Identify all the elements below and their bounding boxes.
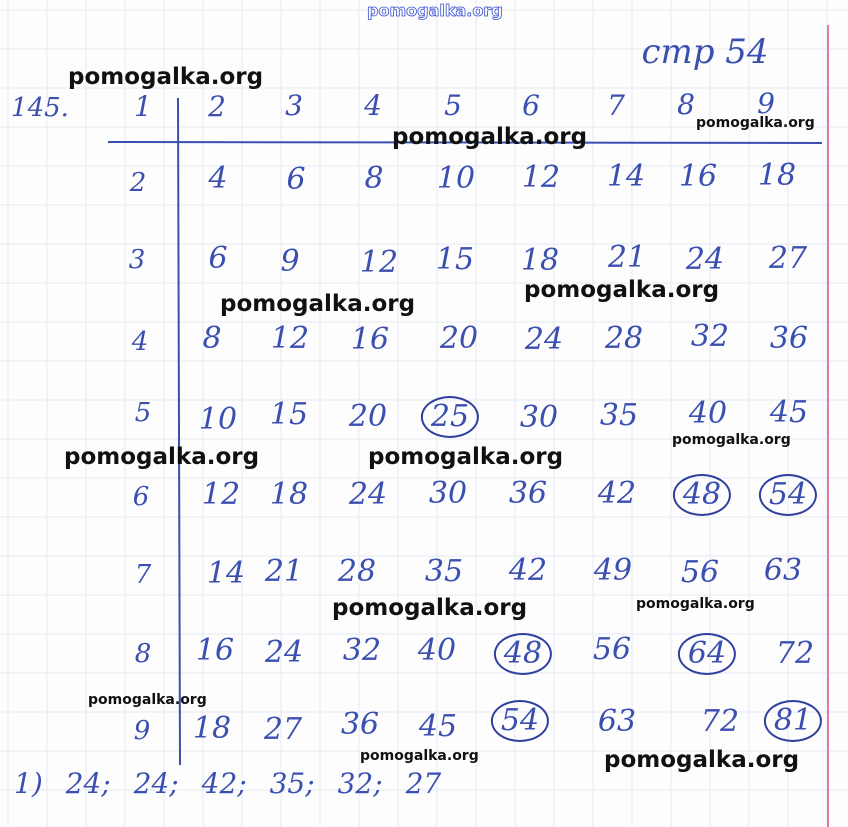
table-cell: 12	[521, 160, 561, 195]
header-cell: 2	[208, 90, 226, 123]
header-cell: 8	[677, 88, 695, 121]
row-head: 5	[134, 398, 152, 428]
watermark: pomogalka.org	[68, 64, 264, 90]
answer-separator: ;	[101, 767, 111, 800]
watermark: pomogalka.org	[636, 596, 755, 612]
answer-value: 27	[405, 767, 442, 800]
table-cell: 21	[264, 554, 304, 589]
answer-separator: ;	[305, 767, 315, 800]
watermark-top: pomogalka.org	[367, 1, 503, 20]
circled-cell: 54	[491, 700, 549, 742]
table-cell: 42	[508, 553, 548, 588]
table-cell: 15	[435, 242, 475, 277]
circled-cell: 64	[678, 633, 736, 675]
row-head: 2	[129, 168, 147, 198]
table-cell: 8	[202, 321, 222, 356]
table-cell: 9	[280, 244, 300, 279]
circled-cell: 48	[494, 633, 552, 675]
table-cell: 49	[593, 553, 633, 588]
table-cell: 18	[520, 243, 560, 278]
table-cell: 18	[269, 477, 309, 512]
table-cell: 12	[201, 477, 241, 512]
table-cell: 10	[198, 402, 238, 437]
table-cell: 42	[597, 476, 637, 511]
watermark: pomogalka.org	[696, 115, 815, 131]
table-cell: 24	[264, 635, 304, 670]
circled-cell: 54	[759, 474, 817, 516]
table-cell: 56	[680, 555, 720, 590]
table-cell: 27	[768, 241, 808, 276]
circled-cell: 48	[673, 474, 731, 516]
table-cell: 18	[757, 158, 797, 193]
table-cell: 15	[269, 397, 309, 432]
task-number: 145.	[11, 93, 69, 123]
watermark: pomogalka.org	[524, 277, 720, 303]
page-label: стр 54	[641, 32, 769, 72]
table-cell: 45	[769, 395, 809, 430]
row-head: 8	[134, 639, 152, 669]
table-cell: 14	[206, 556, 246, 591]
watermark: pomogalka.org	[220, 291, 416, 317]
table-cell: 20	[439, 321, 479, 356]
table-cell: 6	[208, 241, 228, 276]
table-cell: 45	[418, 709, 458, 744]
table-cell: 36	[769, 321, 809, 356]
table-cell: 12	[359, 245, 399, 280]
table-cell: 24	[348, 477, 388, 512]
table-cell: 72	[700, 704, 740, 739]
header-cell: 7	[607, 89, 625, 122]
table-cell: 16	[195, 633, 235, 668]
watermark: pomogalka.org	[672, 432, 791, 448]
circled-cell: 81	[764, 700, 822, 742]
table-cell: 12	[270, 321, 310, 356]
header-cell: 5	[444, 89, 462, 122]
table-cell: 28	[337, 554, 377, 589]
row-head: 7	[134, 560, 152, 590]
table-cell: 35	[424, 554, 464, 589]
table-cell: 35	[599, 398, 639, 433]
table-cell: 27	[263, 712, 303, 747]
table-cell: 6	[286, 162, 306, 197]
table-cell: 63	[597, 704, 637, 739]
table-cell: 30	[519, 400, 559, 435]
table-cell: 14	[606, 159, 646, 194]
table-cell: 20	[348, 399, 388, 434]
table-cell: 28	[604, 321, 644, 356]
table-cell: 24	[524, 322, 564, 357]
table-cell: 32	[690, 319, 730, 354]
table-cell: 72	[775, 636, 815, 671]
answer-separator: ;	[237, 767, 247, 800]
watermark: pomogalka.org	[332, 595, 528, 621]
table-cell: 4	[208, 161, 228, 196]
watermark: pomogalka.org	[392, 124, 588, 150]
table-cell: 40	[417, 633, 457, 668]
table-vertical-rule	[178, 98, 180, 765]
row-head: 9	[133, 716, 151, 746]
header-cell: 4	[364, 89, 382, 122]
watermark: pomogalka.org	[88, 692, 207, 708]
table-cell: 16	[678, 159, 718, 194]
table-cell: 36	[340, 707, 380, 742]
header-cell: 3	[285, 89, 303, 122]
table-cell: 10	[436, 161, 476, 196]
table-cell: 24	[685, 242, 725, 277]
answer-value: 24	[133, 767, 170, 800]
answer-separator: ;	[373, 767, 383, 800]
header-cell: 9	[757, 87, 775, 120]
watermark: pomogalka.org	[368, 444, 564, 470]
table-cell: 8	[364, 161, 384, 196]
answer-value: 35	[269, 767, 306, 800]
answer-value: 42	[201, 767, 238, 800]
header-cell: 1	[134, 90, 152, 123]
row-head: 6	[132, 482, 150, 512]
answer-value: 32	[337, 767, 374, 800]
answer-value: 24	[65, 767, 102, 800]
answer-separator: ;	[169, 767, 179, 800]
answer-prefix: 1)	[14, 767, 43, 800]
watermark: pomogalka.org	[64, 444, 260, 470]
row-head: 3	[128, 245, 146, 275]
row-head: 4	[131, 327, 149, 357]
table-cell: 56	[592, 632, 632, 667]
answer-line	[14, 767, 442, 800]
table-cell: 63	[763, 553, 803, 588]
table-cell: 36	[508, 476, 548, 511]
table-cell: 32	[342, 633, 382, 668]
table-cell: 16	[350, 322, 390, 357]
table-cell: 40	[688, 396, 728, 431]
table-cell: 30	[428, 476, 468, 511]
table-cell: 18	[192, 711, 232, 746]
watermark: pomogalka.org	[360, 748, 479, 764]
watermark: pomogalka.org	[604, 747, 800, 773]
header-cell: 6	[522, 89, 540, 122]
table-cell: 21	[607, 240, 647, 275]
circled-cell: 25	[421, 396, 479, 438]
